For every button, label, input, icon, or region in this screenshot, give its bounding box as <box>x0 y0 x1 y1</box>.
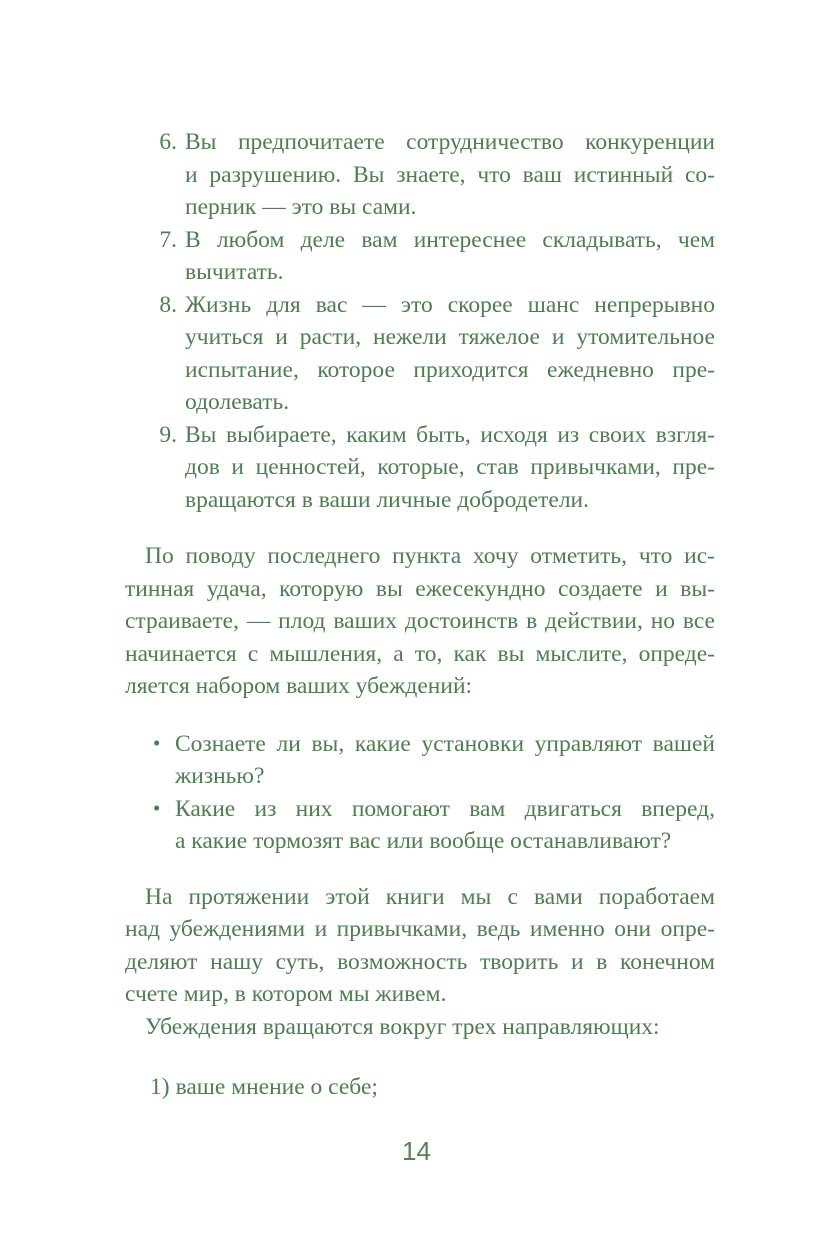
bullet-item <box>125 793 715 858</box>
text-line: над убеждениями и привычками, ведь именно они опре- <box>125 916 715 942</box>
item-number: 1) <box>150 1074 170 1100</box>
page-content <box>125 126 715 1104</box>
sub-list-item <box>150 1071 715 1104</box>
item-number: 6. <box>159 129 177 155</box>
bullet-icon: • <box>153 730 161 755</box>
list-item-9 <box>125 419 715 517</box>
text-line: жизнью? <box>175 763 265 789</box>
text-line: вычитать. <box>185 259 284 285</box>
item-number: 9. <box>159 421 177 448</box>
paragraph <box>125 540 715 703</box>
text-line: ваше мнение о себе; <box>175 1074 378 1100</box>
text-line: В любом деле вам интереснее складывать, чем <box>185 226 715 253</box>
bullet-item <box>125 728 715 793</box>
text-line: деляют нашу суть, возможность творить и в конечном <box>125 948 715 975</box>
sub-numbered-list <box>125 1071 715 1104</box>
bullet-list <box>125 728 715 858</box>
item-number: 7. <box>159 226 177 253</box>
text-line: и разрушению. Вы знаете, что ваш истинный со- <box>185 161 715 188</box>
text-line: учиться и расти, нежели тяжелое и утомительное <box>185 324 715 350</box>
list-item-6 <box>125 126 715 224</box>
item-number: 8. <box>159 291 177 318</box>
page-number: 14 <box>402 1136 431 1166</box>
text-line: счете мир, в котором мы живем. <box>125 981 447 1007</box>
text-line: ляется набором ваших убеждений: <box>125 673 473 699</box>
text-line: страиваете, — плод ваших достоинств в действии, но все <box>125 608 715 634</box>
text-line: одолевать. <box>185 389 290 415</box>
text-line: испытание, которое приходится ежедневно пре- <box>185 356 715 383</box>
text-line: Вы предпочитаете сотрудничество конкуренции <box>185 129 715 155</box>
text-line: а какие тормозят вас или вообще останавливают? <box>175 828 672 854</box>
text-line: Жизнь для вас — это скорее шанс непрерывно <box>185 291 715 318</box>
numbered-list <box>125 126 715 516</box>
text-line: По поводу последнего пункта хочу отметить, что ис- <box>145 543 715 569</box>
text-line: начинается с мышления, а то, как вы мыслите, опреде- <box>125 640 715 667</box>
paragraph <box>125 881 715 1011</box>
text-line: дов и ценностей, которые, став привычками, пре- <box>185 454 715 480</box>
text-line: вращаются в ваши личные добродетели. <box>185 486 589 513</box>
bullet-icon: • <box>153 795 161 820</box>
list-item-8 <box>125 289 715 419</box>
text-line: Вы выбираете, каким быть, исходя из своих взгля- <box>185 421 715 448</box>
paragraph <box>125 1011 715 1044</box>
text-line: Какие из них помогают вам двигаться вперед, <box>175 795 715 822</box>
text-line: Убеждения вращаются вокруг трех направляющих: <box>145 1013 660 1040</box>
text-line: На протяжении этой книги мы с вами поработаем <box>145 883 715 910</box>
text-line: перник — это вы сами. <box>185 194 417 220</box>
list-item-7 <box>125 224 715 289</box>
text-line: тинная удача, которую вы ежесекундно создаете и вы- <box>125 575 715 602</box>
text-line: Сознаете ли вы, какие установки управляют вашей <box>175 730 715 757</box>
